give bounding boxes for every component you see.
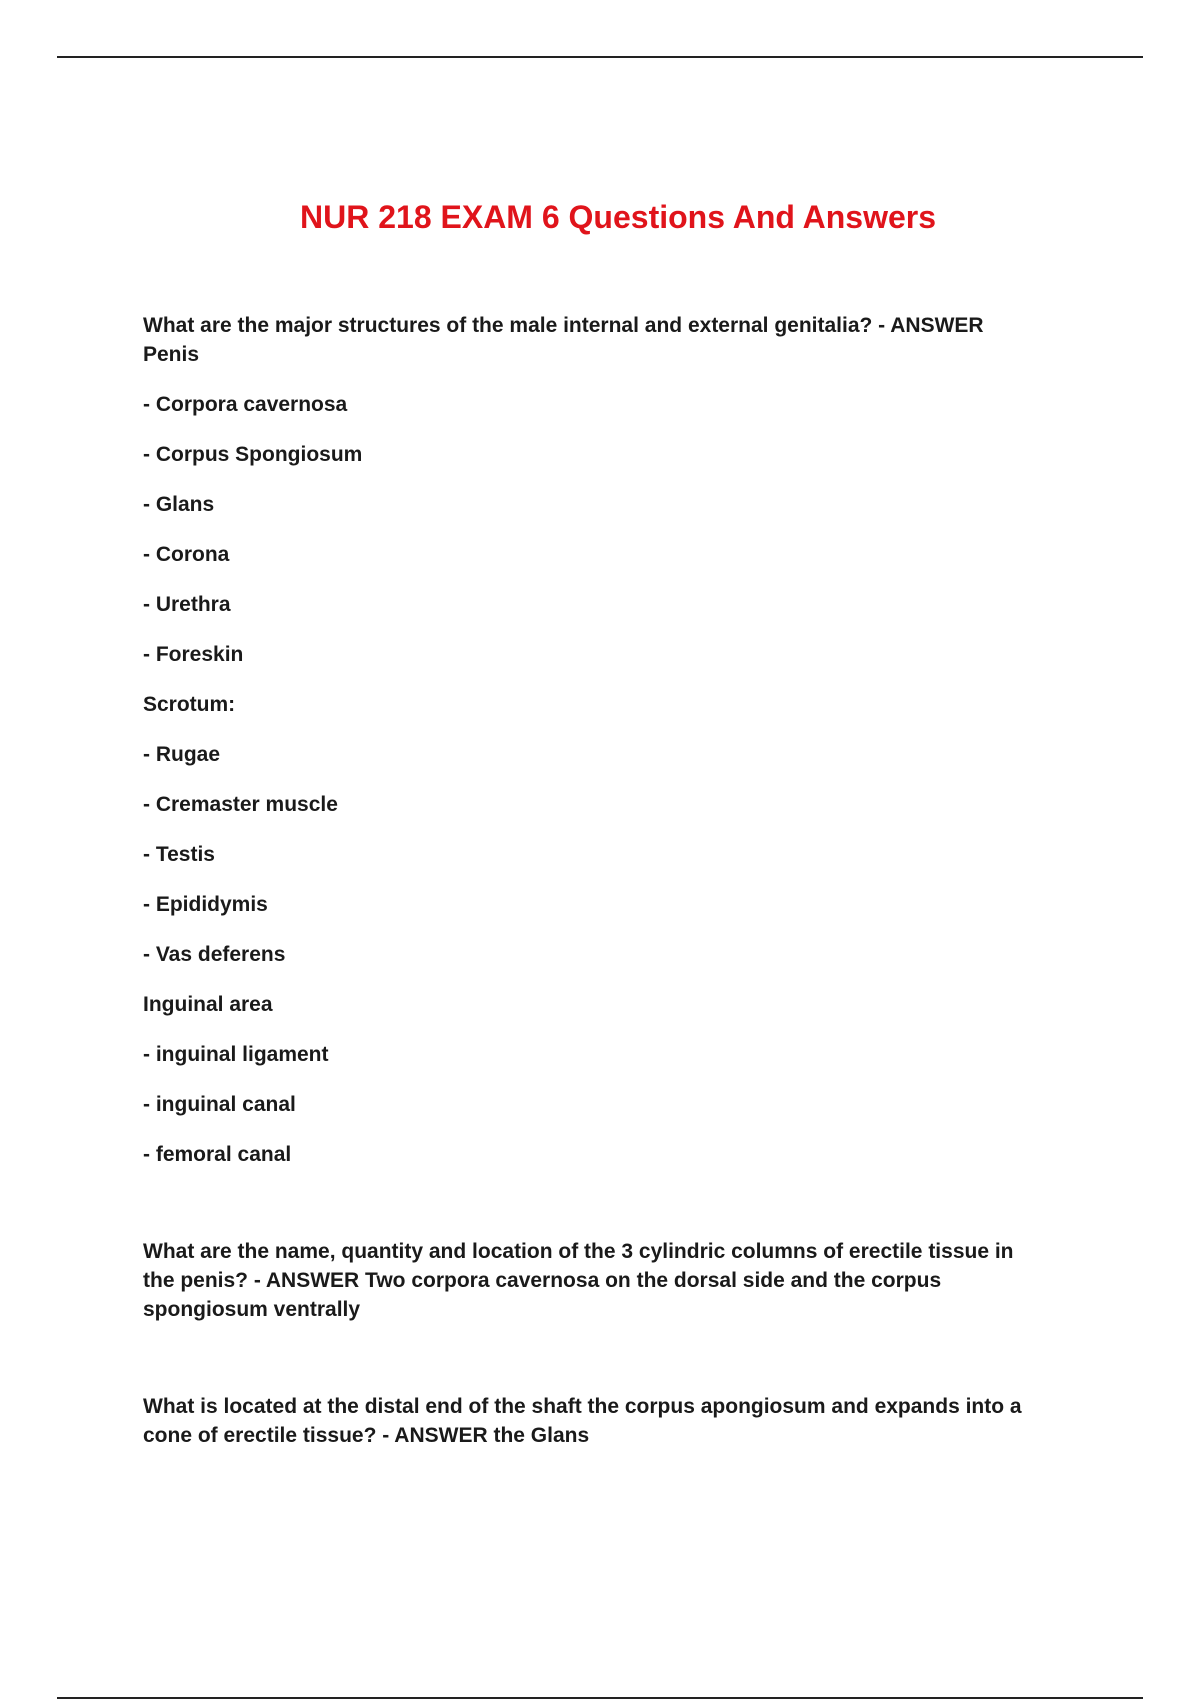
answer-item: - Urethra [143, 593, 231, 616]
answer-subheading: Inguinal area [143, 993, 273, 1016]
qa-block-1 [143, 311, 1083, 1169]
answer-item: - Vas deferens [143, 943, 286, 966]
qa-3-line-2: cone of erectile tissue? - ANSWER the Glans [143, 1424, 590, 1447]
answer-item: - inguinal ligament [143, 1043, 329, 1066]
qa-2-line-1: What are the name, quantity and location of the 3 cylindric columns of erectile tissue in [143, 1240, 1014, 1263]
answer-item: - Corpora cavernosa [143, 393, 348, 416]
question-1: What are the major structures of the male internal and external genitalia? - ANSWER [143, 314, 984, 337]
answer-item: - inguinal canal [143, 1093, 296, 1116]
answer-1-first-line: Penis [143, 343, 200, 366]
answer-item: - Cremaster muscle [143, 793, 338, 816]
answer-item: - Epididymis [143, 893, 268, 916]
document-title: NUR 218 EXAM 6 Questions And Answers [300, 199, 936, 235]
bottom-rule [57, 1697, 1143, 1699]
answer-subheading: Scrotum: [143, 693, 236, 716]
top-rule [57, 56, 1143, 58]
qa-block-2 [143, 1237, 1083, 1324]
qa-2-line-3: spongiosum ventrally [143, 1298, 361, 1321]
answer-item: - Corona [143, 543, 230, 566]
qa-2-line-2: the penis? - ANSWER Two corpora cavernosa on the dorsal side and the corpus [143, 1269, 942, 1292]
answer-item: - Rugae [143, 743, 221, 766]
qa-3-line-1: What is located at the distal end of the shaft the corpus apongiosum and expands into a [143, 1395, 1022, 1418]
answer-item: - Foreskin [143, 643, 244, 666]
qa-block-3 [143, 1392, 1083, 1450]
answer-item: - femoral canal [143, 1143, 292, 1166]
answer-item: - Glans [143, 493, 215, 516]
document-body [143, 311, 1083, 1450]
answer-item: - Testis [143, 843, 215, 866]
answer-item: - Corpus Spongiosum [143, 443, 363, 466]
